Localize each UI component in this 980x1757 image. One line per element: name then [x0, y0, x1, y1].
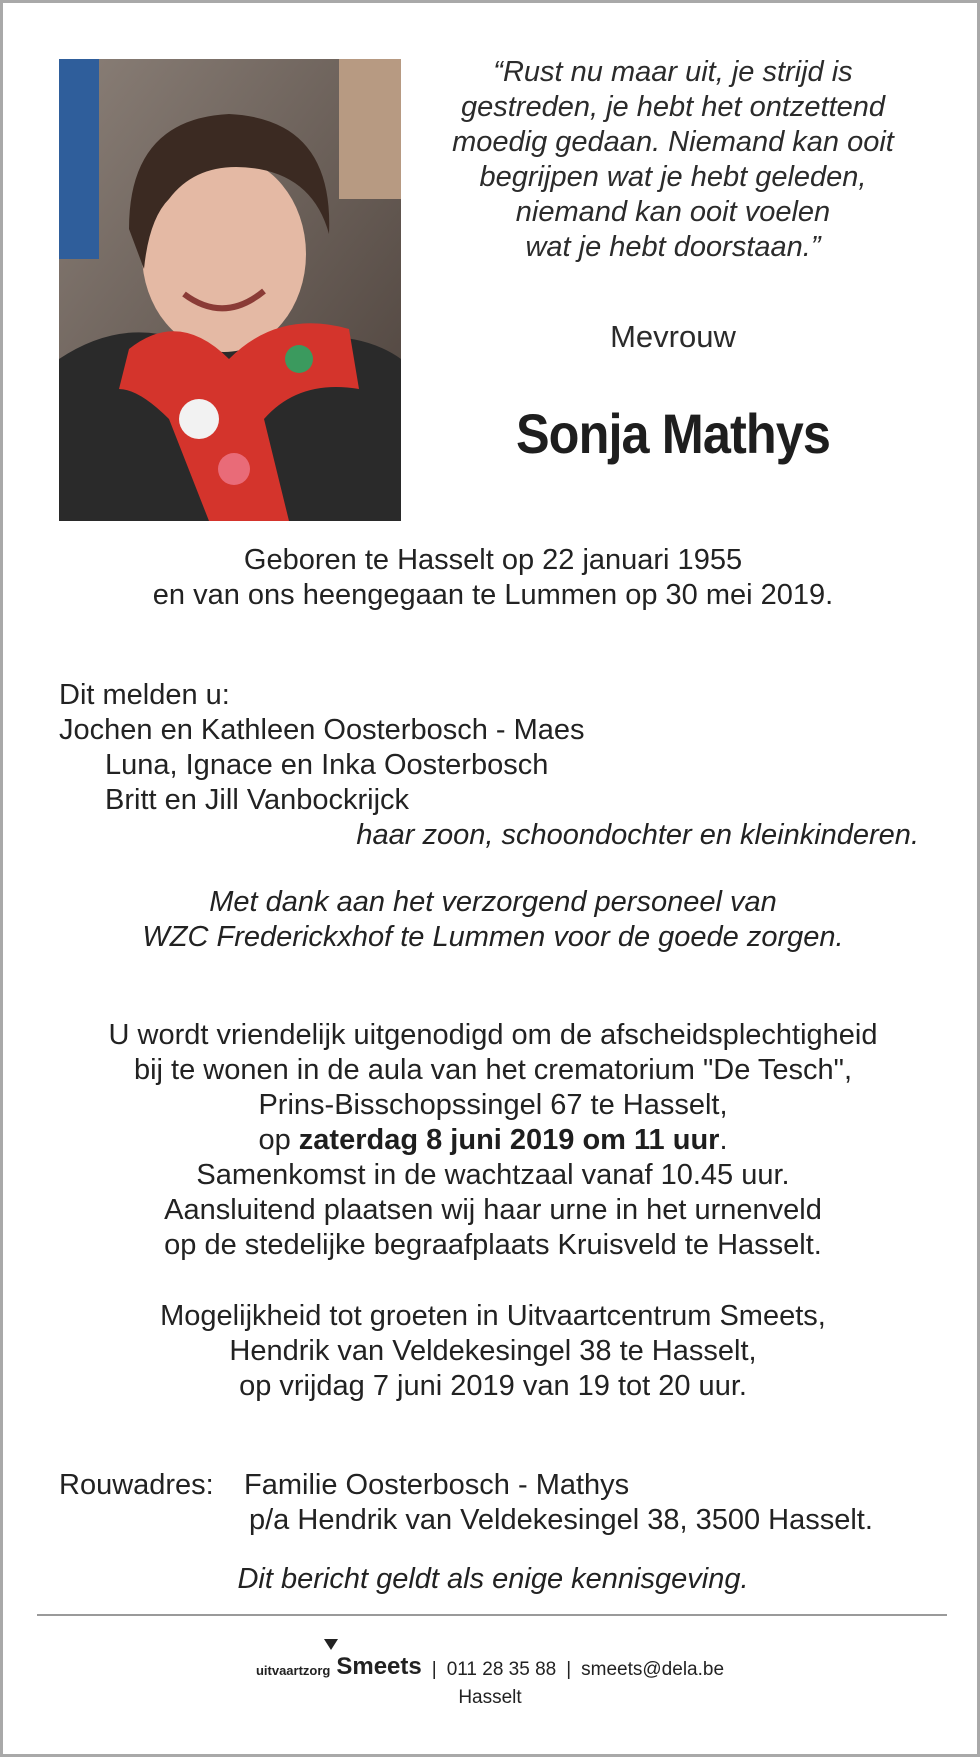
- thanks-line: Met dank aan het verzorgend personeel van: [209, 886, 777, 918]
- family-line: Britt en Jill Vanbockrijck: [105, 784, 410, 816]
- family-block: [59, 678, 919, 853]
- separator: |: [566, 1659, 572, 1680]
- address-line: Familie Oosterbosch - Mathys: [244, 1469, 630, 1501]
- invite-date: zaterdag 8 juni 2019 om 11 uur: [298, 1124, 720, 1156]
- triangle-icon: [324, 1639, 338, 1650]
- invitation-block: [43, 1018, 943, 1263]
- portrait-photo: [59, 59, 401, 521]
- deceased-name: Sonja Mathys: [515, 402, 831, 465]
- thanks-block: [43, 885, 943, 955]
- thanks-line: WZC Frederickxhof te Lummen voor de goede zorgen.: [142, 921, 844, 953]
- family-relation: haar zoon, schoondochter en kleinkinderen.: [356, 819, 919, 851]
- portrait-illustration: [59, 59, 401, 521]
- life-dates: [43, 543, 943, 613]
- invite-line: Aansluitend plaatsen wij haar urne in het urnenveld: [164, 1194, 822, 1226]
- invite-date-post: .: [719, 1124, 728, 1156]
- greet-line: op vrijdag 7 juni 2019 van 19 tot 20 uur.: [239, 1370, 747, 1402]
- birth-line: Geboren te Hasselt op 22 januari 1955: [243, 544, 743, 576]
- quote: [423, 55, 923, 265]
- quote-line: niemand kan ooit voelen: [515, 196, 831, 228]
- invite-date-pre: op: [258, 1124, 299, 1156]
- notice-line: Dit bericht geldt als enige kennisgeving.: [237, 1563, 749, 1595]
- brand-name: [336, 1653, 421, 1681]
- invite-line: bij te wonen in de aula van het crematorium "De Tesch",: [133, 1054, 853, 1086]
- brand-name-text: Smeets: [336, 1653, 422, 1680]
- family-line: Jochen en Kathleen Oosterbosch - Maes: [59, 714, 585, 746]
- mourning-address: [59, 1468, 939, 1538]
- invite-date-line: [43, 1123, 943, 1158]
- invite-line: U wordt vriendelijk uitgenodigd om de afscheidsplechtigheid: [108, 1019, 878, 1051]
- quote-line: moedig gedaan. Niemand kan ooit: [452, 126, 894, 158]
- city: Hasselt: [458, 1687, 522, 1708]
- death-line: en van ons heengegaan te Lummen op 30 mei 2019.: [152, 579, 834, 611]
- honorific: Mevrouw: [610, 319, 736, 354]
- family-intro: Dit melden u:: [59, 679, 230, 711]
- invite-line: op de stedelijke begraafplaats Kruisveld te Hasselt.: [164, 1229, 822, 1261]
- quote-line: wat je hebt doorstaan.”: [525, 231, 821, 263]
- greet-line: Mogelijkheid tot groeten in Uitvaartcentrum Smeets,: [160, 1300, 826, 1332]
- family-line: Luna, Ignace en Inka Oosterbosch: [105, 749, 549, 781]
- address-line: p/a Hendrik van Veldekesingel 38, 3500 Hasselt.: [249, 1504, 873, 1536]
- funeral-home-footer: [3, 1653, 977, 1709]
- quote-line: “Rust nu maar uit, je strijd is: [493, 56, 853, 88]
- greeting-block: [43, 1299, 943, 1404]
- separator: |: [431, 1659, 437, 1680]
- brand-prefix: uitvaartzorg: [255, 1663, 331, 1678]
- quote-line: begrijpen wat je hebt geleden,: [479, 161, 867, 193]
- invite-line: Prins-Bisschopssingel 67 te Hasselt,: [258, 1089, 728, 1121]
- quote-line: gestreden, je hebt het ontzettend: [460, 91, 886, 123]
- phone: 011 28 35 88: [446, 1659, 557, 1680]
- invite-line: Samenkomst in de wachtzaal vanaf 10.45 uur.: [196, 1159, 790, 1191]
- email-link[interactable]: smeets@dela.be: [581, 1659, 725, 1680]
- address-label: Rouwadres:: [59, 1469, 214, 1501]
- greet-line: Hendrik van Veldekesingel 38 te Hasselt,: [229, 1335, 757, 1367]
- divider: [37, 1614, 947, 1616]
